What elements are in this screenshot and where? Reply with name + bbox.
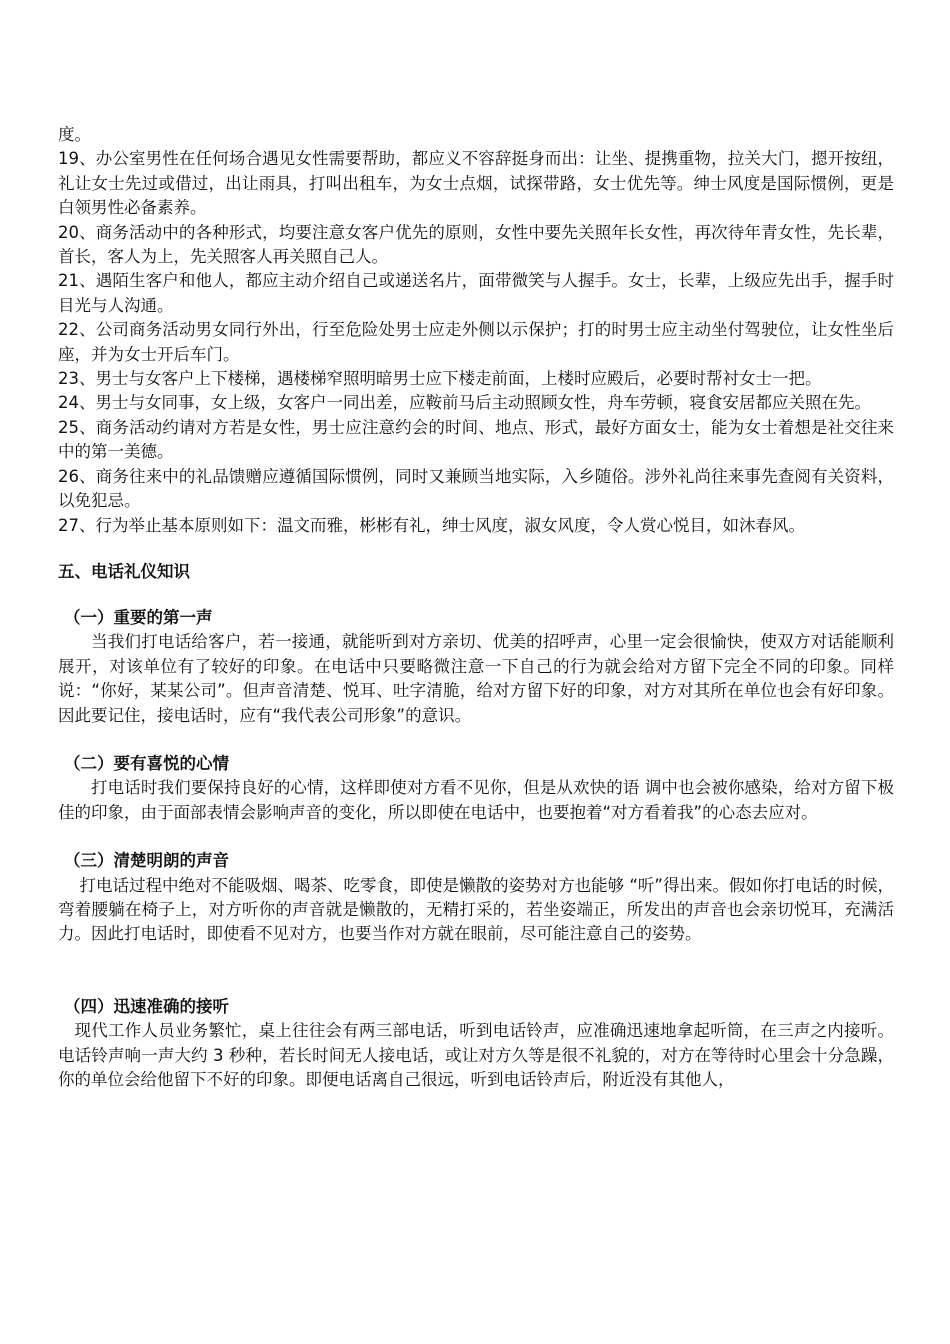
subsection-body-4: 现代工作人员业务繁忙，桌上往往会有两三部电话，听到电话铃声，应准确迅速地拿起听筒，在三声之内接听。电话铃声响一声大约 3 秒种，若长时间无人接电话，或让对方久等是很不礼貌的，对方在等待时心里会十分急躁，你的单位会给他留下不好的印象。即便电话离自己很远，听到电话铃声后，附近没有其他人， bbox=[58, 1021, 894, 1089]
subsection-heading-3: （三）清楚明朗的声音 bbox=[64, 851, 229, 871]
list-item-19: 19、办公室男性在任何场合遇见女性需要帮助，都应义不容辞挺身而出：让坐、提携重物，拉关大门，摁开按纽，礼让女士先过或借过，出让雨具，打叫出租车，为女士点烟，试探带路，女士优先等。绅士风度是国际惯例，更是白领男性必备素养。 bbox=[58, 149, 894, 218]
paragraph-continuation: 度。 bbox=[58, 125, 91, 144]
subsection-heading-2: （二）要有喜悦的心情 bbox=[64, 753, 229, 773]
subsection-body-1: 当我们打电话给客户，若一接通，就能听到对方亲切、优美的招呼声，心里一定会很愉快，使双方对话能顺利展开，对该单位有了较好的印象。在电话中只要略微注意一下自己的行为就会给对方留下完全不同的印象。同样说：“你好，某某公司”。但声音清楚、悦耳、吐字清脆，给对方留下好的印象，对方对其所在单位也会有好印象。因此要记住，接电话时，应有“我代表公司形象”的意识。 bbox=[58, 632, 894, 725]
list-item-26: 26、商务往来中的礼品馈赠应遵循国际惯例，同时又兼顾当地实际，入乡随俗。涉外礼尚往来事先查阅有关资料，以免犯忌。 bbox=[58, 466, 894, 511]
list-item-21: 21、遇陌生客户和他人，都应主动介绍自己或递送名片，面带微笑与人握手。女士，长辈，上级应先出手，握手时目光与人沟通。 bbox=[58, 271, 894, 315]
subsection-heading-4: （四）迅速准确的接听 bbox=[64, 996, 229, 1016]
list-item-27: 27、行为举止基本原则如下：温文而雅，彬彬有礼，绅士风度，淑女风度，令人赏心悦目，如沐春风。 bbox=[58, 515, 805, 535]
subsection-body-2: 打电话时我们要保持良好的心情，这样即使对方看不见你，但是从欢快的语 调中也会被你感染，给对方留下极佳的印象，由于面部表情会影响声音的变化，所以即使在电话中，也要抱着“对方看着我”的心态去应对。 bbox=[58, 778, 894, 822]
list-item-24: 24、男士与女同事，女上级，女客户一同出差，应鞍前马后主动照顾女性，舟车劳顿，寝食安居都应关照在先。 bbox=[58, 393, 871, 413]
list-item-25: 25、商务活动约请对方若是女性，男士应注意约会的时间、地点、形式，最好方面女士，能为女士着想是社交往来中的第一美德。 bbox=[58, 417, 894, 462]
list-item-20: 20、商务活动中的各种形式，均要注意女客户优先的原则，女性中要先关照年长女性，再次待年青女性，先长辈，首长，客人为上，先关照客人再关照自己人。 bbox=[58, 222, 894, 267]
document-page bbox=[58, 123, 894, 1092]
section-title: 五、电话礼仪知识 bbox=[58, 561, 190, 581]
list-item-22: 22、公司商务活动男女同行外出，行至危险处男士应走外侧以示保护；打的时男士应主动坐付驾驶位，让女性坐后座，并为女士开后车门。 bbox=[58, 320, 894, 364]
list-item-23: 23、男士与女客户上下楼梯，遇楼梯窄照明暗男士应下楼走前面，上楼时应殿后，必要时帮衬女士一把。 bbox=[58, 369, 822, 389]
subsection-body-3: 打电话过程中绝对不能吸烟、喝茶、吃零食，即使是懒散的姿势对方也能够 “听”得出来。假如你打电话的时候，弯着腰躺在椅子上，对方听你的声音就是懒散的，无精打采的，若坐姿端正，所发出的声音也会亲切悦耳，充满活力。因此打电话时，即使看不见对方，也要当作对方就在眼前，尽可能注意自己的姿势。 bbox=[58, 875, 894, 944]
subsection-heading-1: （一）重要的第一声 bbox=[64, 607, 213, 627]
